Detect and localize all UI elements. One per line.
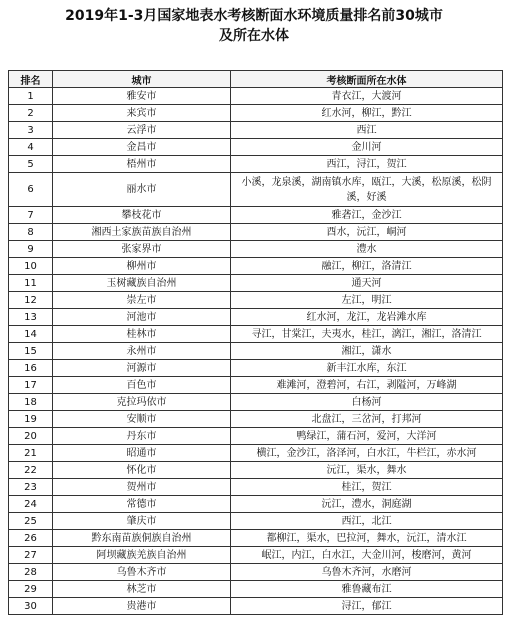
title-line-2: 及所在水体 [219,28,289,44]
table-row [9,394,503,411]
city-cell: 永州市 [53,343,231,360]
city-cell: 雅安市 [53,88,231,105]
ranking-table [8,70,503,615]
water-cell: 寻江，甘棠江，夫夷水，桂江，漓江，湘江，洛清江 [231,326,503,343]
rank-cell: 30 [9,598,53,615]
water-cell: 北盘江，三岔河，打邦河 [231,411,503,428]
city-cell: 河池市 [53,309,231,326]
city-cell: 肇庆市 [53,513,231,530]
city-cell: 攀枝花市 [53,207,231,224]
rank-cell: 1 [9,88,53,105]
table-row [9,275,503,292]
rank-cell: 8 [9,224,53,241]
water-cell: 桂江，贺江 [231,479,503,496]
water-cell: 浔江，郁江 [231,598,503,615]
water-cell: 新丰江水库，东江 [231,360,503,377]
table-row [9,343,503,360]
rank-cell: 3 [9,122,53,139]
table-row [9,173,503,207]
rank-cell: 7 [9,207,53,224]
table-row [9,530,503,547]
rank-cell: 29 [9,581,53,598]
table-row [9,445,503,462]
water-cell: 澧水 [231,241,503,258]
water-cell: 红水河，柳江，黔江 [231,105,503,122]
city-cell: 金昌市 [53,139,231,156]
table-row [9,547,503,564]
city-cell: 林芝市 [53,581,231,598]
city-cell: 阿坝藏族羌族自治州 [53,547,231,564]
header-rank: 排名 [9,71,53,88]
rank-cell: 15 [9,343,53,360]
city-cell: 桂林市 [53,326,231,343]
city-cell: 黔东南苗族侗族自治州 [53,530,231,547]
table-row [9,496,503,513]
water-cell: 沅江，澧水，洞庭湖 [231,496,503,513]
table-row [9,377,503,394]
rank-cell: 16 [9,360,53,377]
table-row [9,241,503,258]
city-cell: 柳州市 [53,258,231,275]
water-cell: 难滩河，澄碧河，右江，剥隘河，万峰湖 [231,377,503,394]
water-cell: 乌鲁木齐河，水磨河 [231,564,503,581]
rank-cell: 24 [9,496,53,513]
rank-cell: 14 [9,326,53,343]
water-cell: 沅江，渠水，舞水 [231,462,503,479]
rank-cell: 6 [9,173,53,207]
rank-cell: 12 [9,292,53,309]
city-cell: 贵港市 [53,598,231,615]
rank-cell: 10 [9,258,53,275]
city-cell: 克拉玛依市 [53,394,231,411]
water-cell: 酉水，沅江，峒河 [231,224,503,241]
table-row [9,360,503,377]
city-cell: 河源市 [53,360,231,377]
city-cell: 贺州市 [53,479,231,496]
rank-cell: 26 [9,530,53,547]
water-cell: 湘江，潇水 [231,343,503,360]
header-row [9,71,503,88]
city-cell: 安顺市 [53,411,231,428]
title-line-1: 2019年1-3月国家地表水考核断面水环境质量排名前30城市 [65,8,443,24]
water-cell: 青衣江，大渡河 [231,88,503,105]
table-row [9,564,503,581]
water-cell: 岷江，内江，白水江，大金川河，梭磨河，黄河 [231,547,503,564]
rank-cell: 28 [9,564,53,581]
rank-cell: 25 [9,513,53,530]
table-row [9,411,503,428]
rank-cell: 22 [9,462,53,479]
rank-cell: 23 [9,479,53,496]
water-cell: 西江，浔江，贺江 [231,156,503,173]
table-row [9,105,503,122]
city-cell: 丹东市 [53,428,231,445]
rank-cell: 18 [9,394,53,411]
rank-cell: 21 [9,445,53,462]
table-row [9,207,503,224]
rank-cell: 27 [9,547,53,564]
table-row [9,479,503,496]
table-row [9,309,503,326]
city-cell: 百色市 [53,377,231,394]
table-row [9,428,503,445]
city-cell: 湘西土家族苗族自治州 [53,224,231,241]
header-water: 考核断面所在水体 [231,71,503,88]
table-row [9,581,503,598]
rank-cell: 13 [9,309,53,326]
table-row [9,224,503,241]
water-cell: 横江，金沙江，洛泽河，白水江，牛栏江，赤水河 [231,445,503,462]
water-cell: 融江，柳江，洛清江 [231,258,503,275]
city-cell: 丽水市 [53,173,231,207]
table-row [9,462,503,479]
rank-cell: 19 [9,411,53,428]
water-cell: 西江，北江 [231,513,503,530]
water-cell: 雅鲁藏布江 [231,581,503,598]
water-cell: 雅砻江，金沙江 [231,207,503,224]
city-cell: 乌鲁木齐市 [53,564,231,581]
city-cell: 崇左市 [53,292,231,309]
city-cell: 来宾市 [53,105,231,122]
city-cell: 张家界市 [53,241,231,258]
rank-cell: 4 [9,139,53,156]
city-cell: 玉树藏族自治州 [53,275,231,292]
table-row [9,598,503,615]
table-row [9,88,503,105]
page-title [0,0,508,46]
city-cell: 怀化市 [53,462,231,479]
table-header [9,71,503,88]
rank-cell: 11 [9,275,53,292]
rank-cell: 17 [9,377,53,394]
city-cell: 常德市 [53,496,231,513]
water-cell: 鸭绿江，蒲石河，爱河，大洋河 [231,428,503,445]
table-row [9,513,503,530]
water-cell: 白杨河 [231,394,503,411]
table-body [9,88,503,615]
water-cell: 左江，明江 [231,292,503,309]
water-cell: 都柳江，渠水，巴拉河，舞水，沅江，清水江 [231,530,503,547]
water-cell: 红水河，龙江，龙岩滩水库 [231,309,503,326]
table-row [9,139,503,156]
rank-cell: 2 [9,105,53,122]
rank-cell: 9 [9,241,53,258]
city-cell: 昭通市 [53,445,231,462]
city-cell: 云浮市 [53,122,231,139]
table-row [9,292,503,309]
table-row [9,258,503,275]
water-cell: 西江 [231,122,503,139]
header-city: 城市 [53,71,231,88]
water-cell: 小溪，龙泉溪，湖南镇水库，瓯江，大溪，松原溪，松阴溪，好溪 [231,173,503,207]
rank-cell: 5 [9,156,53,173]
table-row [9,156,503,173]
water-cell: 通天河 [231,275,503,292]
city-cell: 梧州市 [53,156,231,173]
table-row [9,122,503,139]
water-cell: 金川河 [231,139,503,156]
rank-cell: 20 [9,428,53,445]
table-row [9,326,503,343]
